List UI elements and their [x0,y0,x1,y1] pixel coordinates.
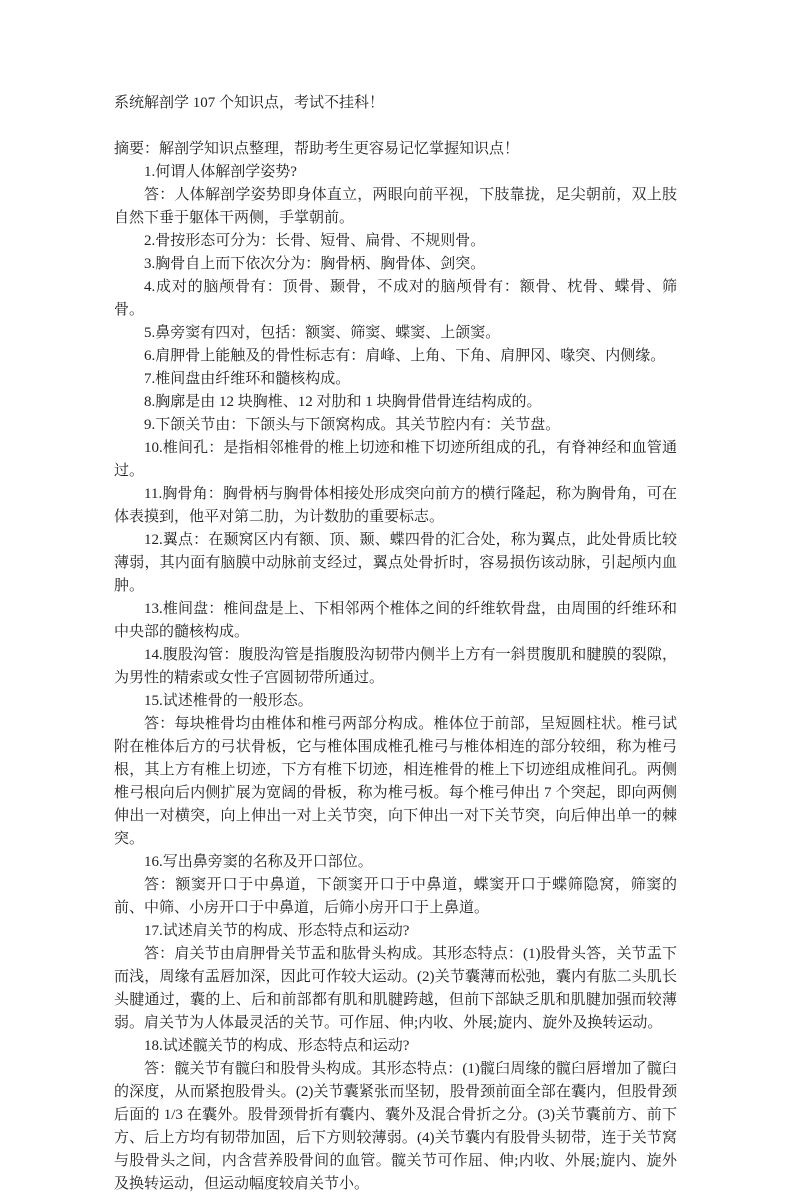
fact-3: 3.胸骨自上而下依次分为：胸骨柄、胸骨体、剑突。 [144,256,486,272]
question-15: 15.试述椎骨的一般形态。 [144,693,313,709]
fact-5: 5.鼻旁窦有四对，包括：额窦、筛窦、蝶窦、上颌窦。 [144,325,501,341]
question-17: 17.试述肩关节的构成、形态特点和运动? [144,923,410,939]
definition-13: 13.椎间盘：椎间盘是上、下相邻两个椎体之间的纤维软骨盘，由周围的纤维环和中央部的髓核构成。 [114,601,677,640]
answer-1: 答：人体解剖学姿势即身体直立，两眼向前平视，下肢靠拢，足尖朝前，双上肢自然下垂于躯体干两侧，手掌朝前。 [114,187,677,226]
fact-2: 2.骨按形态可分为：长骨、短骨、扁骨、不规则骨。 [144,233,486,249]
document-body [114,161,677,1196]
fact-9: 9.下颌关节由：下颌头与下颌窝构成。其关节腔内有：关节盘。 [144,417,561,433]
definition-10: 10.椎间孔：是指相邻椎骨的椎上切迹和椎下切迹所组成的孔，有脊神经和血管通过。 [114,440,677,479]
fact-4: 4.成对的脑颅骨有：顶骨、颞骨，不成对的脑颅骨有：额骨、枕骨、蝶骨、筛骨。 [114,279,677,318]
document-title: 系统解剖学 107 个知识点，考试不挂科！ [114,95,385,111]
fact-8: 8.胸廓是由 12 块胸椎、12 对肋和 1 块胸骨借骨连结构成的。 [144,394,542,410]
answer-16: 答：额窦开口于中鼻道，下颌窦开口于中鼻道，蝶窦开口于蝶筛隐窝，筛窦的前、中筛、小房开口于中鼻道，后筛小房开口于上鼻道。 [114,877,677,916]
definition-12: 12.翼点：在颞窝区内有额、顶、颞、蝶四骨的汇合处，称为翼点，此处骨质比较薄弱，其内面有脑膜中动脉前支经过，翼点处骨折时，容易损伤该动脉，引起颅内血肿。 [114,532,677,594]
fact-7: 7.椎间盘由纤维环和髓核构成。 [144,371,351,387]
definition-14: 14.腹股沟管：腹股沟管是指腹股沟韧带内侧半上方有一斜贯腹肌和腱膜的裂隙，为男性的精索或女性子宫圆韧带所通过。 [114,647,677,686]
question-1: 1.何谓人体解剖学姿势? [144,164,297,180]
definition-11: 11.胸骨角：胸骨柄与胸骨体相接处形成突向前方的横行隆起，称为胸骨角，可在体表摸到，他平对第二肋，为计数肋的重要标志。 [114,486,677,525]
question-18: 18.试述髋关节的构成、形态特点和运动? [144,1038,410,1054]
answer-17: 答：肩关节由肩胛骨关节盂和肱骨头构成。其形态特点：(1)股骨头答，关节盂下而浅，周缘有盂唇加深，因此可作较大运动。(2)关节囊薄而松弛，囊内有肱二头肌长头腱通过，囊的上、后和前部都有肌和肌腱跨越，但前下部缺乏肌和肌腱加强而较薄弱。肩关节为人体最灵活的关节。可作屈、伸;内收、外展;旋内、旋外及换转运动。 [114,946,677,1031]
answer-18: 答：髋关节有髋臼和股骨头构成。其形态特点：(1)髋臼周缘的髋臼唇增加了髋臼的深度，从而紧抱股骨头。(2)关节囊紧张而坚韧，股骨颈前面全部在囊内，但股骨颈后面的 1/3 在囊外。股骨颈骨折有囊内、囊外及混合骨折之分。(3)关节囊前方、前下方、后上方均有韧带加固，后下方则较薄弱。(4)关节囊内有股骨头韧带，连于关节窝与股骨头之间，内含营养股骨间的血管。髋关节可作屈、伸;内收、外展;旋内、旋外及换转运动，但运动幅度较肩关节小。 [114,1061,677,1192]
fact-6: 6.肩胛骨上能触及的骨性标志有：肩峰、上角、下角、肩胛冈、喙突、内侧缘。 [144,348,666,364]
document-abstract: 摘要：解剖学知识点整理，帮助考生更容易记忆掌握知识点！ [114,141,520,157]
answer-15: 答：每块椎骨均由椎体和椎弓两部分构成。椎体位于前部，呈短圆柱状。椎弓试附在椎体后方的弓状骨板，它与椎体围成椎孔椎弓与椎体相连的部分较细，称为椎弓根，其上方有椎上切迹，下方有椎下切迹，相连椎骨的椎上下切迹组成椎间孔。两侧椎弓根向后内侧扩展为宽阔的骨板，称为椎弓板。每个椎弓伸出 7 个突起，即向两侧伸出一对横突，向上伸出一对上关节突，向下伸出一对下关节突，向后伸出单一的棘突。 [114,716,677,847]
question-16: 16.写出鼻旁窦的名称及开口部位。 [144,854,373,870]
